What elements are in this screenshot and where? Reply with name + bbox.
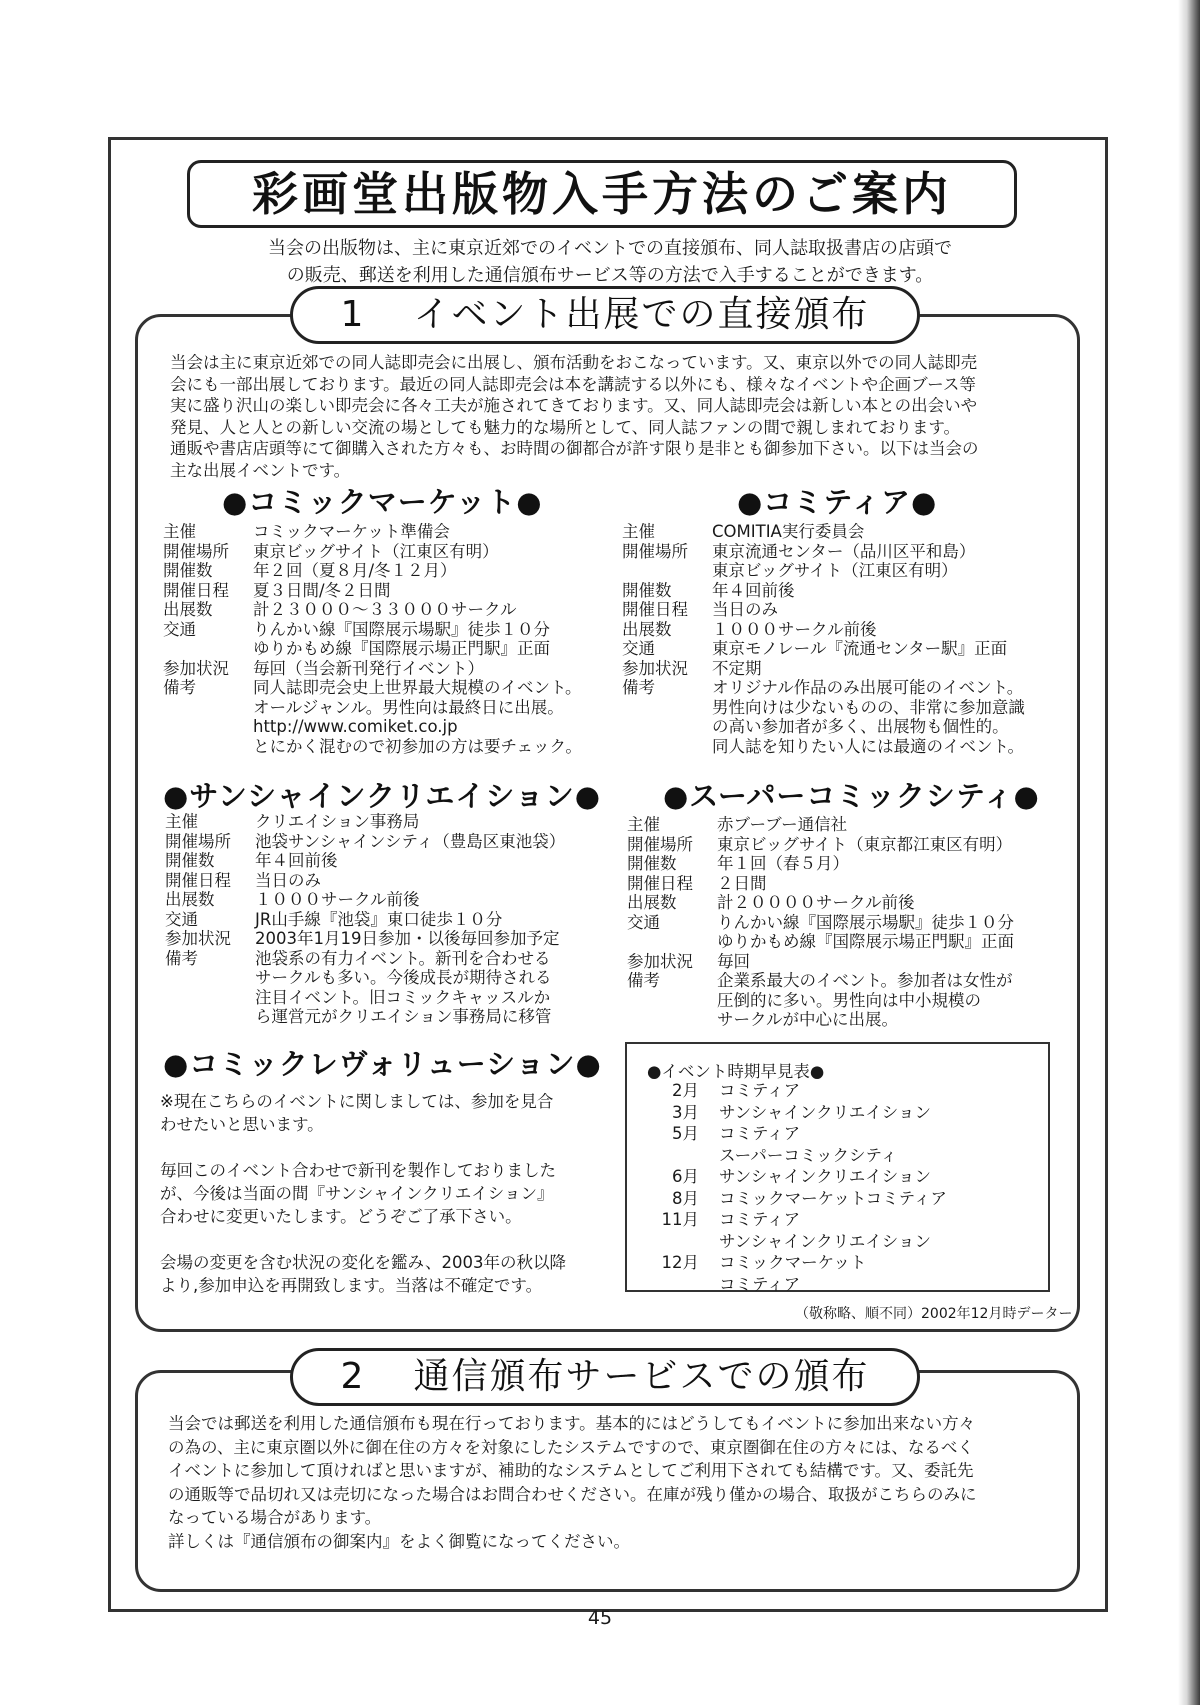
info-row [165, 949, 565, 969]
note-line: が、今後は当面の間『サンシャインクリエイション』 [160, 1184, 554, 1203]
schedule-row [627, 1102, 947, 1124]
text-cell: 計２３０００～３３０００サークル [253, 600, 517, 619]
info-row [165, 871, 565, 891]
text-cell: ら運営元がクリエイション事務局に移管 [255, 1007, 552, 1026]
page-title: 彩画堂出版物入手方法のご案内 [187, 160, 1017, 228]
intro-line: 当会の出版物は、主に東京近郊でのイベントでの直接頒布、同人誌取扱書店の店頭で [268, 238, 952, 259]
text-cell: サンシャインクリエイション [719, 1102, 931, 1122]
text-cell: 開催日程 [163, 580, 229, 600]
text-cell: ゆりかもめ線『国際展示場正門駅』正面 [253, 639, 550, 658]
schedule-row [627, 1274, 947, 1296]
text-cell: 不定期 [712, 658, 762, 678]
info-row [627, 991, 1014, 1011]
info-row [165, 1007, 565, 1027]
schedule-row [627, 1252, 947, 1274]
section-1-paragraph [170, 352, 1050, 481]
text-cell: 出展数 [622, 619, 672, 639]
section-1-title: イベント出展での直接頒布 [413, 294, 870, 335]
text-cell: りんかい線『国際展示場駅』徒歩１０分 [717, 912, 1014, 932]
text-cell: 11月 [661, 1210, 699, 1229]
text-cell: コミティア [719, 1274, 801, 1294]
event-title-comitia: ●コミティア● [737, 485, 938, 519]
text-cell: サークルが中心に出展。 [717, 1010, 899, 1029]
schedule-row [627, 1209, 947, 1231]
schedule-title: ●イベント時期早見表● [647, 1062, 825, 1081]
text-cell: 注目イベント。旧コミックキャッスルか [255, 987, 551, 1007]
text-cell: 夏３日間/冬２日間 [253, 580, 391, 600]
info-row [165, 988, 565, 1008]
text-cell: 交通 [622, 639, 655, 658]
text-cell: 東京ビッグサイト（江東区有明） [253, 541, 499, 561]
text-cell: コミティア [719, 1124, 801, 1143]
text-cell: 開催数 [622, 580, 672, 600]
info-row [622, 698, 1025, 718]
schedule-row [627, 1188, 947, 1210]
text-cell: 同人誌即売会史上世界最大規模のイベント。 [253, 678, 582, 697]
text-cell: 毎回（当会新刊発行イベント） [253, 658, 484, 678]
info-row [627, 854, 1014, 874]
info-row [163, 717, 582, 737]
text-cell: クリエイション事務局 [255, 812, 420, 831]
text-cell: 出展数 [163, 600, 213, 619]
text-cell: １０００サークル前後 [712, 619, 877, 639]
text-cell: りんかい線『国際展示場駅』徒歩１０分 [253, 619, 550, 639]
text-cell: 年４回前後 [712, 580, 795, 600]
note-line: より,参加申込を再開致します。当落は不確定です。 [160, 1276, 543, 1295]
text-cell: 2月 [672, 1081, 699, 1100]
text-cell: 交通 [627, 912, 660, 932]
text-cell: 備考 [622, 678, 655, 697]
text-cell: 2003年1月19日参加・以後毎回参加予定 [255, 929, 560, 948]
text-cell: 同人誌を知りたい人には最適のイベント。 [712, 736, 1025, 756]
schedule-row [627, 1166, 947, 1188]
text-cell: 開催数 [163, 561, 213, 580]
paragraph-line: 当会は主に東京近郊での同人誌即売会に出展し、頒布活動をおこなっています。又、東京以外での同人誌即売 [170, 353, 978, 372]
info-row [163, 698, 582, 718]
section-2-paragraph [168, 1412, 1058, 1553]
text-cell: 開催場所 [622, 541, 688, 561]
info-row [165, 968, 565, 988]
text-cell: コミティア [719, 1210, 801, 1229]
section-1-number: 1 [340, 294, 366, 335]
text-cell: オールジャンル。男性向は最終日に出展。 [253, 697, 564, 717]
text-cell: 開催日程 [622, 600, 688, 619]
text-cell: 池袋系の有力イベント。新刊を合わせる [255, 948, 551, 968]
paragraph-line: 発見、人と人との新しい交流の場としても魅力的な場所として、同人誌ファンの間で親しまれております。 [170, 417, 961, 437]
text-cell: 出展数 [627, 893, 677, 912]
text-cell: 3月 [672, 1102, 699, 1122]
section-2-title: 通信頒布サービスでの頒布 [413, 1356, 870, 1397]
info-row [622, 581, 1025, 601]
text-cell: サンシャインクリエイション [719, 1167, 931, 1186]
info-row [165, 812, 565, 832]
text-cell: 池袋サンシャインシティ（豊島区東池袋） [255, 831, 566, 851]
text-cell [627, 1145, 719, 1167]
info-row [622, 620, 1025, 640]
note-line: 毎回このイベント合わせで新刊を製作しておりました [160, 1161, 556, 1180]
text-cell: ゆりかもめ線『国際展示場正門駅』正面 [717, 932, 1014, 951]
section-2-number: 2 [340, 1356, 366, 1397]
event-title-super-comic-city: ●スーパーコミックシティ● [663, 779, 1040, 813]
text-cell: 主催 [627, 815, 660, 834]
info-row [163, 542, 582, 562]
schedule-list [627, 1080, 947, 1295]
schedule-row [627, 1123, 947, 1145]
note-line: 会場の変更を含む状況の変化を鑑み、2003年の秋以降 [160, 1253, 566, 1272]
text-cell: 主催 [163, 522, 196, 541]
info-row [165, 851, 565, 871]
text-cell: コミックマーケットコミティア [719, 1188, 947, 1208]
event-table-comic-market [163, 522, 582, 756]
event-title-comic-market: ●コミックマーケット● [222, 485, 543, 519]
text-cell: 開催数 [627, 854, 677, 873]
event-title-sunshine-creation: ●サンシャインクリエイション● [163, 779, 602, 813]
schedule-footnote: （敬称略、順不同）2002年12月時データー [795, 1306, 1073, 1322]
text-cell: 交通 [163, 619, 196, 639]
info-row [622, 737, 1025, 757]
paragraph-line: 主な出展イベントです。 [170, 460, 351, 480]
text-cell: 赤ブーブー通信社 [717, 815, 848, 834]
paragraph-line: 詳しくは『通信頒布の御案内』をよく御覧になってください。 [168, 1531, 630, 1551]
schedule-row [627, 1080, 947, 1102]
text-cell: 開催場所 [165, 831, 231, 851]
schedule-row [627, 1145, 947, 1167]
info-row [165, 929, 565, 949]
info-row [627, 932, 1014, 952]
text-cell: 交通 [165, 909, 198, 929]
text-cell: 5月 [672, 1124, 699, 1143]
event-table-sunshine-creation [165, 812, 565, 1027]
text-cell: 東京モノレール『流通センター駅』正面 [712, 639, 1008, 658]
info-row [165, 910, 565, 930]
text-cell: 参加状況 [165, 929, 231, 948]
paragraph-line: 実に盛り沢山の楽しい即売会に各々工夫が施されてきております。又、同人誌即売会は新しい本との出会いや [170, 396, 978, 415]
info-row [163, 600, 582, 620]
text-cell: JR山手線『池袋』東口徒歩１０分 [255, 909, 503, 929]
info-row [622, 659, 1025, 679]
text-cell: 当日のみ [255, 870, 321, 890]
paragraph-line: イベントに参加して頂ければと思いますが、補助的なシステムとしてご利用下されても結構です。又、委託先 [168, 1461, 974, 1480]
info-row [622, 600, 1025, 620]
info-row [165, 890, 565, 910]
intro [220, 235, 1000, 289]
text-cell: サークルも多い。今後成長が期待される [255, 968, 552, 987]
text-cell: 年２回（夏８月/冬１２月） [253, 561, 457, 580]
scan-edge [1178, 0, 1200, 1705]
text-cell: 東京ビッグサイト（東京都江東区有明） [717, 834, 1013, 854]
text-cell: 開催場所 [627, 834, 693, 854]
info-row [627, 815, 1014, 835]
text-cell: １０００サークル前後 [255, 890, 420, 909]
text-cell: 毎回 [717, 951, 750, 971]
text-cell: 開催場所 [163, 541, 229, 561]
text-cell: 東京ビッグサイト（江東区有明） [712, 561, 958, 580]
text-cell: とにかく混むので初参加の方は要チェック。 [253, 736, 582, 756]
text-cell: オリジナル作品のみ出展可能のイベント。 [712, 678, 1024, 697]
info-row [627, 971, 1014, 991]
section-2-heading [290, 1348, 920, 1406]
text-cell: スーパーコミックシティ [719, 1145, 898, 1165]
text-cell: コミックマーケット準備会 [253, 522, 450, 541]
text-cell: サンシャインクリエイション [719, 1231, 931, 1251]
text-cell: 参加状況 [622, 658, 688, 678]
info-row [163, 620, 582, 640]
paragraph-line: の通販等で品切れ又は売切になった場合はお問合わせください。在庫が残り僅かの場合、取扱がこちらのみに [168, 1484, 977, 1504]
info-row [163, 678, 582, 698]
page-number: 45 [587, 1607, 613, 1629]
info-row [163, 581, 582, 601]
info-row [622, 717, 1025, 737]
text-cell: 企業系最大のイベント。参加者は女性が [717, 971, 1013, 990]
text-cell: コミックマーケット [719, 1253, 867, 1272]
text-cell: 計２００００サークル前後 [717, 893, 915, 912]
note-line: ※現在こちらのイベントに関しましては、参加を見合 [160, 1092, 554, 1111]
text-cell: 主催 [622, 522, 655, 541]
info-row [627, 893, 1014, 913]
text-cell: 出展数 [165, 890, 215, 909]
text-cell: 8月 [672, 1188, 699, 1208]
info-row [627, 952, 1014, 972]
text-cell: 開催数 [165, 851, 215, 870]
text-cell: コミティア [719, 1081, 801, 1100]
paragraph-line: 会にも一部出展しております。最近の同人誌即売会は本を講読する以外にも、様々なイベントや企画ブース等 [170, 374, 976, 394]
event-table-super-comic-city [627, 815, 1014, 1030]
info-row [622, 639, 1025, 659]
info-row [622, 561, 1025, 581]
schedule-box [625, 1042, 1050, 1292]
text-cell: 圧倒的に多い。男性向は中小規模の [717, 990, 981, 1010]
text-cell: 年４回前後 [255, 851, 338, 870]
text-cell: 開催日程 [627, 873, 693, 893]
info-row [163, 522, 582, 542]
info-row [163, 659, 582, 679]
info-row [627, 835, 1014, 855]
text-cell: COMITIA実行委員会 [712, 522, 865, 541]
info-row [622, 522, 1025, 542]
text-cell: 主催 [165, 812, 198, 831]
text-cell [627, 1274, 719, 1296]
info-row [163, 737, 582, 757]
info-row [163, 561, 582, 581]
info-row [163, 639, 582, 659]
schedule-row [627, 1231, 947, 1253]
event-table-comitia [622, 522, 1025, 756]
text-cell: 参加状況 [163, 658, 229, 678]
revolution-notes [160, 1090, 610, 1297]
text-cell: 12月 [661, 1253, 699, 1272]
paragraph-line: 通販や書店店頭等にて御購入された方々も、お時間の御都合が許す限り是非とも御参加下さい。以下は当会の [170, 439, 979, 458]
info-row [627, 1010, 1014, 1030]
text-cell: ２日間 [717, 873, 767, 893]
info-row [622, 542, 1025, 562]
event-title-comic-revolution: ●コミックレヴォリューション● [163, 1047, 602, 1081]
text-cell: 6月 [672, 1167, 699, 1186]
text-cell: 備考 [165, 948, 198, 968]
info-row [627, 913, 1014, 933]
text-cell: 当日のみ [712, 600, 778, 619]
text-cell: の高い参加者が多く、出展物も個性的。 [712, 717, 1009, 736]
section-1-heading [290, 286, 920, 344]
text-cell: 年１回（春５月） [717, 854, 849, 873]
text-cell: 備考 [163, 678, 196, 697]
text-cell [627, 1231, 719, 1253]
info-row [165, 832, 565, 852]
text-cell: 男性向けは少ないものの、非常に参加意識 [712, 697, 1025, 717]
text-cell: 開催日程 [165, 870, 231, 890]
info-row [622, 678, 1025, 698]
text-cell: 東京流通センター（品川区平和島） [712, 541, 976, 561]
text-cell: 参加状況 [627, 951, 693, 971]
note-line: わせたいと思います。 [160, 1115, 324, 1134]
info-row [627, 874, 1014, 894]
paragraph-line: の為の、主に東京圏以外に御在住の方々を対象にしたシステムですので、東京圏御在住の方々には、なるべく [168, 1437, 974, 1457]
text-cell: http://www.comiket.co.jp [253, 717, 458, 736]
text-cell: 備考 [627, 971, 660, 990]
note-line: 合わせに変更いたします。どうぞご了承下さい。 [160, 1207, 522, 1226]
intro-line: の販売、郵送を利用した通信頒布サービス等の方法で入手することができます。 [286, 265, 934, 286]
paragraph-line: 当会では郵送を利用した通信頒布も現在行っております。基本的にはどうしてもイベントに参加出来ない方々 [168, 1414, 976, 1433]
paragraph-line: なっている場合があります。 [168, 1508, 382, 1527]
